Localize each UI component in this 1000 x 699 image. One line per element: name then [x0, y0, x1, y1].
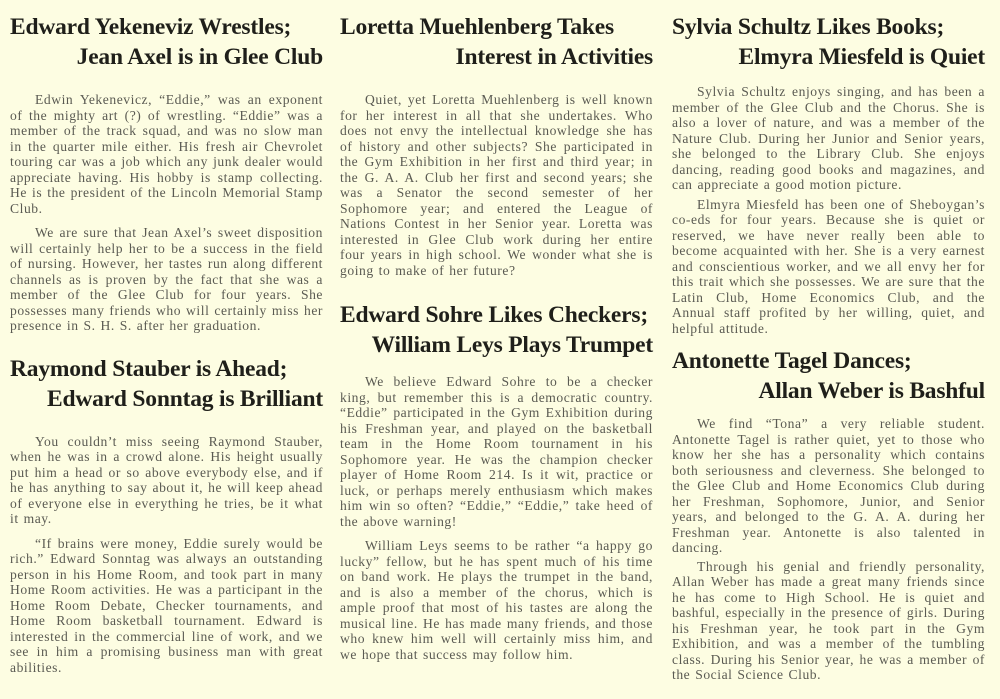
paragraph: We find “Tona” a very reliable student. Antonette Tagel is rather quiet, yet to those who know her she has a personality which contains both seriousness and cleverness. She belonged to the Glee Club and Home Economics Club during her Freshman, Sophomore, Junior, and Senior years, and belonged to the G. A. A. during her Freshman year. Antonette is also talented in dancing.	[672, 416, 985, 555]
paragraph: We believe Edward Sohre to be a checker king, but remember this is a democratic country. “Eddie” participated in the Gym Exhibition during his Freshman year, and played on the basketball team in the Home Room tournament in his Sophomore year. He was the champion checker player of Home Room 214. Is it wit, practice or luck, or perhaps merely enthusiasm which makes him win so often? “Eddie,” “Eddie,” take heed of the above warning!	[340, 374, 653, 529]
article-schultz-miesfeld	[672, 0, 985, 336]
article-stauber-sonntag	[10, 334, 323, 676]
article-muehlenberg	[340, 0, 653, 278]
article-headline: Antonette Tagel Dances; Allan Weber is Bashful	[672, 348, 985, 404]
column-middle	[340, 0, 653, 662]
paragraph: We are sure that Jean Axel’s sweet disposition will certainly help her to be a success in the field of nursing. However, her tastes run along different channels as is proven by the fact that she was a member of the Glee Club for four years. She possesses many friends who will certainly miss her presence in S. H. S. after her graduation.	[10, 225, 323, 333]
paragraph: Through his genial and friendly personality, Allan Weber has made a great many friends since he has come to High School. He is quiet and bashful, especially in the presence of girls. During his Freshman year, he took part in the Gym Exhibition, and was a member of the tumbling class. During his Senior year, he was a member of the Social Science Club.	[672, 558, 985, 682]
paragraph: Sylvia Schultz enjoys singing, and has been a member of the Glee Club and the Chorus. She is also a lover of nature, and was a member of the Nature Club. During her Junior and Senior years, she belonged to the Library Club. She enjoys dancing, reading good books and magazines, and can appreciate a good motion picture.	[672, 84, 985, 192]
article-headline: Sylvia Schultz Likes Books; Elmyra Miesfeld is Quiet	[672, 14, 985, 70]
article-body	[10, 434, 323, 676]
column-left	[10, 0, 323, 675]
article-body	[672, 84, 985, 336]
article-headline: Loretta Muehlenberg Takes Interest in Activities	[340, 14, 653, 70]
article-headline: Edward Sohre Likes Checkers; William Leys Plays Trumpet	[340, 302, 653, 358]
article-body	[10, 92, 323, 334]
article-body	[340, 374, 653, 662]
paragraph: Quiet, yet Loretta Muehlenberg is well known for her interest in all that she undertakes. Who does not envy the intellectual knowledge she has of history and other subjects? She participated in the Gym Exhibition in her first and third year; in the G. A. A. Club her first and second years; she was a Senator the second semester of her Sophomore year; and entered the League of Nations Contest in her Senior year. Loretta was interested in Glee Club work during her entire four years in high school. We wonder what she is going to make of her future?	[340, 92, 653, 278]
article-body	[672, 416, 985, 683]
paragraph: William Leys seems to be rather “a happy go lucky” fellow, but he has spent much of his time on band work. He plays the trumpet in the band, and is also a member of the chorus, which is ample proof that most of his tastes are along the musical line. He has made many friends, and those who knew him well will certainly miss him, and we hope that success may follow him.	[340, 538, 653, 662]
article-headline: Edward Yekeneviz Wrestles; Jean Axel is in Glee Club	[10, 14, 323, 70]
article-tagel-weber	[672, 336, 985, 683]
column-right	[672, 0, 985, 683]
article-headline: Raymond Stauber is Ahead; Edward Sonntag is Brilliant	[10, 355, 323, 412]
paragraph: You couldn’t miss seeing Raymond Stauber, when he was in a crowd alone. His height usually put him a head or so above everybody else, and if he has anything to say about it, he will keep ahead of everyone else in everything he tries, be it what it may.	[10, 433, 323, 526]
paragraph: Edwin Yekenevicz, “Eddie,” was an exponent of the mighty art (?) of wrestling. “Eddie” was a member of the track squad, and was no slow man in the quarter mile either. His fresh air Chevrolet touring car was a job which any junk dealer would appreciate having. His hobby is stamp collecting. He is the president of the Lincoln Memorial Stamp Club.	[10, 92, 323, 216]
article-yekeneviz-axel	[10, 0, 323, 334]
article-sohre-leys	[340, 278, 653, 662]
paragraph: “If brains were money, Eddie surely would be rich.” Edward Sonntag was always an outstanding person in his Home Room, and took part in many Home Room activities. He was a participant in the Home Room Debate, Checker tournaments, and Home Room basketball tournament. Edward is interested in the commercial line of work, and we see in him a promising business man with great abilities.	[10, 535, 323, 675]
paragraph: Elmyra Miesfeld has been one of Sheboygan’s co-eds for four years. Because she is quiet or reserved, we have never really been able to become acquainted with her. She is a very earnest and conscientious worker, and we all envy her for this trait which she possesses. We are sure that the Latin Club, Home Economics Club, and the Annual staff profited by her willing, quiet, and helpful attitude.	[672, 196, 985, 336]
article-body	[340, 92, 653, 278]
